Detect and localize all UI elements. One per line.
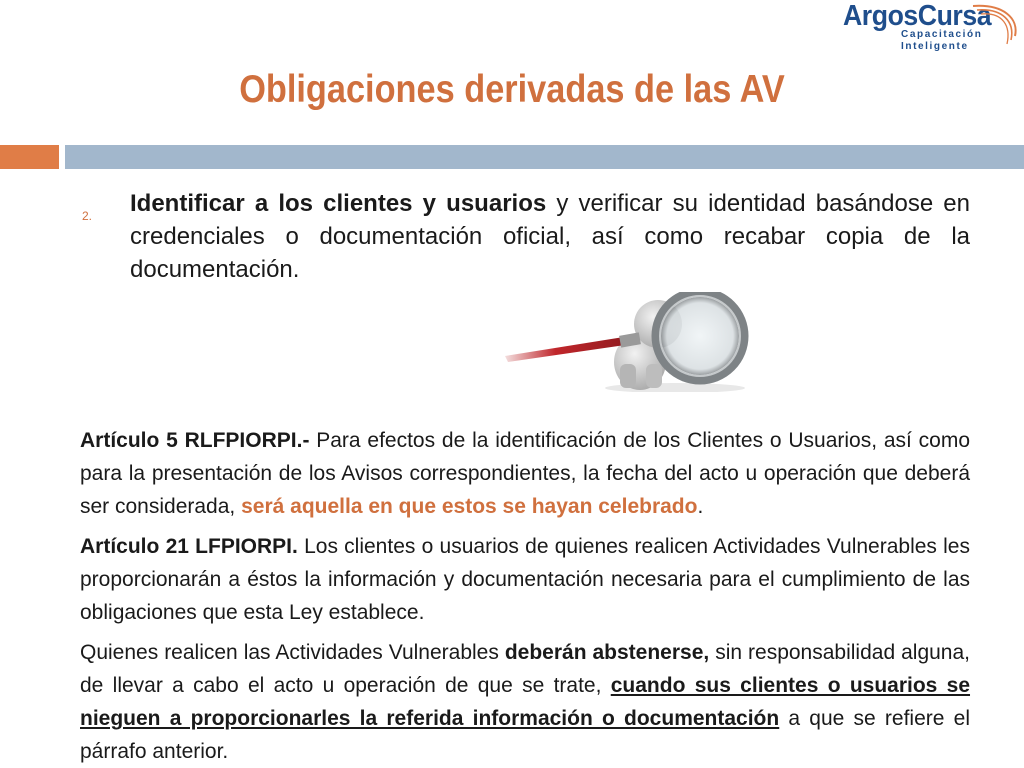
item-text — [130, 187, 970, 286]
paragraph3-end: a que se refiere el párrafo anterior. — [80, 707, 970, 763]
paragraph2-text: Los clientes o usuarios de quienes realicen Actividades Vulnerables les proporcionarán a éstos la información y documentación necesaria para el cumplimiento de las obligaciones que esta Ley establece. — [80, 535, 970, 624]
paragraph-articulo-21 — [80, 530, 970, 629]
item-bold: Identificar a los clientes y usuarios — [130, 190, 547, 217]
item-number: 2. — [82, 209, 93, 223]
paragraph-abstencion — [80, 636, 970, 768]
logo-name: ArgosCursa — [843, 0, 992, 32]
paragraph2-lead: Artículo 21 LFPIORPI. — [80, 535, 298, 558]
slide-title: Obligaciones derivadas de las AV — [239, 68, 785, 111]
logo-swoosh-icon — [963, 2, 1021, 56]
paragraph1-text: Para efectos de la identificación de los Clientes o Usuarios, así como para la presentación de los Avisos correspondientes, la fecha del acto u operación que deberá ser considerada, — [80, 429, 970, 518]
paragraph3-bold: deberán abstenerse, — [504, 641, 710, 664]
paragraph1-lead: Artículo 5 RLFPIORPI.- — [80, 429, 310, 452]
magnifying-glass-figure-icon — [470, 292, 858, 392]
paragraph3-start: Quienes realicen las Actividades Vulnerables — [80, 641, 505, 664]
accent-bar-orange — [0, 145, 59, 169]
paragraph3-mid: sin responsabilidad alguna, de llevar a cabo el acto u operación de que se trate, — [80, 641, 970, 697]
item-rest: y verificar su identidad basándose en credenciales o documentación oficial, así como recabar copia de la documentación. — [130, 190, 971, 283]
accent-bar-blue — [65, 145, 1024, 169]
numbered-item — [82, 187, 970, 286]
argoscursa-logo — [843, 2, 1021, 56]
paragraph-articulo-5 — [80, 424, 970, 523]
paragraph1-highlight: será aquella en que estos se hayan celebrado — [241, 495, 698, 518]
paragraph3-underlined: cuando sus clientes o usuarios se nieguen a proporcionarles la referida información o documentación — [80, 674, 971, 730]
logo-tagline-2: Inteligente — [901, 41, 969, 52]
paragraph1-end: . — [697, 495, 704, 518]
logo-tagline-1: Capacitación — [901, 29, 983, 40]
